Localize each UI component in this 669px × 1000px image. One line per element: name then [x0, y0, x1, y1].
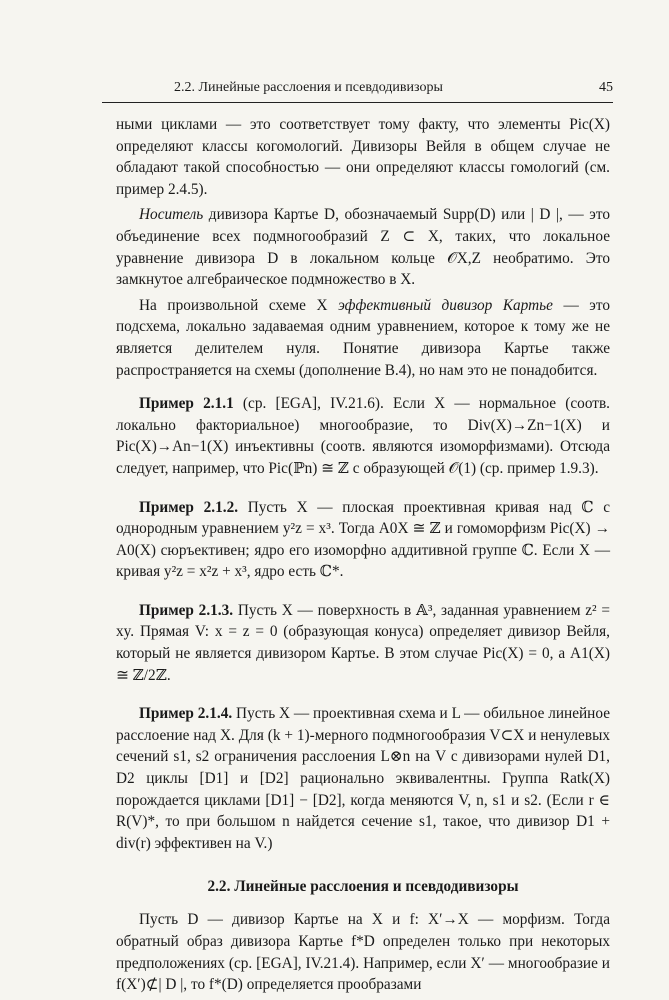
example-label: Пример 2.1.3.	[139, 601, 234, 619]
paragraph-effective-divisor	[116, 295, 610, 381]
example-2-1-3	[116, 600, 610, 686]
paragraph-continuation: ными циклами — это соответствует тому факту, что элементы Pic(X) определяют классы когомологий. Дивизоры Вейля в общем случае не обладают такой способностью — они определяют классы гомологий (см. пример 2.4.5).	[116, 116, 610, 198]
example-label: Пример 2.1.1	[139, 395, 234, 413]
page-body	[116, 114, 610, 996]
example-label: Пример 2.1.2.	[139, 498, 239, 516]
example-2-1-2	[116, 497, 610, 583]
running-title: 2.2. Линейные расслоения и псевдодивизоры	[174, 80, 443, 95]
example-2-1-4	[116, 703, 610, 854]
term-effective-cartier-divisor: эффективный дивизор Картье	[338, 296, 553, 314]
example-text: Пусть X — плоская проективная кривая над ℂ с однородным уравнением y²z = x³. Тогда A0X ≅ ℤ и гомоморфизм Pic(X) → A0(X) сюръективен; ядро его изоморфно аддитивной группе ℂ. Если X — кривая y²z = x²z + x³, ядро есть ℂ*.	[116, 498, 610, 581]
paragraph-support-definition	[116, 204, 610, 290]
example-label: Пример 2.1.4.	[139, 705, 233, 723]
example-text: (ср. [EGA], IV.21.6). Если X — нормальное (соотв. локально факториальное) многообразие, то Div(X)→Zn−1(X) и Pic(X)→An−1(X) инъективны (соотв. являются изоморфизмами). Отсюда следует, например, что Pic(ℙn) ≅ ℤ с образующей 𝒪(1) (ср. пример 1.9.3).	[116, 395, 610, 477]
example-text: Пусть X — проективная схема и L — обильное линейное расслоение над X. Для (k + 1)-мерного подмногообразия V⊂X и ненулевых сечений s1, s2 ограничения расслоения L⊗n на V с дивизорами нулей D1, D2 циклы [D1] и [D2] рационально эквивалентны. Группа Ratk(X) порождается циклами [D1] − [D2], когда меняются V, n, s1 и s2. (Если r ∈ R(V)*, то при большом n найдется сечение s1, такое, что дивизор D1 + div(r) эффективен на V.)	[116, 705, 610, 852]
page-header	[102, 80, 613, 103]
section-heading: 2.2. Линейные расслоения и псевдодивизоры	[207, 878, 519, 896]
term-support: Носитель	[139, 206, 204, 224]
effective-divisor-intro: На произвольной схеме X	[139, 296, 339, 314]
section-paragraph: Пусть D — дивизор Картье на X и f: X′→X — морфизм. Тогда обратный образ дивизора Картье f*D определен только при некоторых предположениях (ср. [EGA], IV.21.4). Например, если X′ — многообразие и f(X′)⊄| D |, то f*(D) определяется прообразами	[116, 911, 610, 994]
effective-divisor-text: — это подсхема, локально задаваемая одним уравнением, которое к тому же не является делителем нуля. Понятие дивизора Картье также распространяется на схемы (дополнение B.4), но нам это не понадобится.	[116, 296, 610, 379]
example-2-1-1	[116, 393, 610, 479]
page-number: 45	[599, 80, 613, 95]
support-definition-text: дивизора Картье D, обозначаемый Supp(D) или | D |, — это объединение всех подмногообразий Z ⊂ X, таких, что локальное уравнение дивизора D в локальном кольце 𝒪X,Z необратимо. Это замкнутое алгебраическое подмножество в X.	[116, 206, 610, 289]
example-text: Пусть X — поверхность в 𝔸³, заданная уравнением z² = xy. Прямая V: x = z = 0 (образующая конуса) определяет дивизор Вейля, который не является дивизором Картье. В этом случае Pic(X) = 0, а A1(X) ≅ ℤ/2ℤ.	[116, 601, 610, 684]
